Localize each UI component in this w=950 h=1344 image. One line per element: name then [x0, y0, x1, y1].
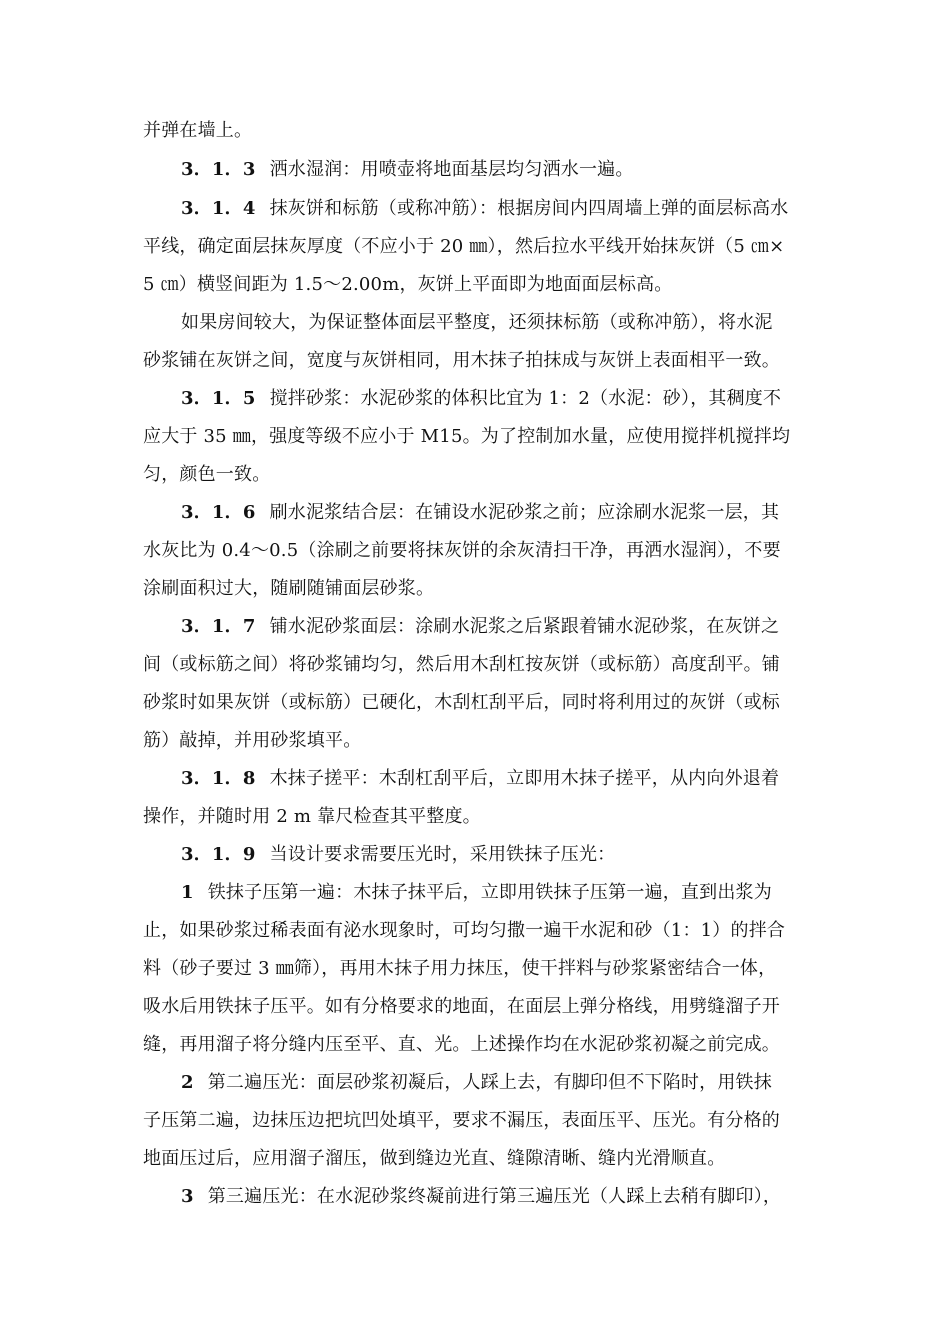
- section-number: 3．1．8: [181, 768, 256, 789]
- section-heading-3-1-3: 3．1．3 洒水湿润：用喷壶将地面基层均匀洒水一遍。: [181, 159, 634, 180]
- section-heading-3-1-7: 3．1．7 铺水泥砂浆面层：涂刷水泥浆之后紧跟着铺水泥砂浆，在灰饼之: [181, 616, 780, 637]
- text-line: 并弹在墙上。: [143, 120, 253, 141]
- text-line: 地面压过后，应用溜子溜压，做到缝边光直、缝隙清晰、缝内光滑顺直。: [143, 1148, 726, 1169]
- text-line: 砂浆时如果灰饼（或标筋）已硬化，木刮杠刮平后，同时将利用过的灰饼（或标: [143, 692, 780, 713]
- text-line: 应大于 35 ㎜，强度等级不应小于 M15。为了控制加水量，应使用搅拌机搅拌均: [143, 426, 791, 447]
- paragraph-line: 如果房间较大，为保证整体面层平整度，还须抹标筋（或称冲筋），将水泥: [181, 312, 773, 333]
- text-line: 间（或标筋之间）将砂浆铺均匀，然后用木刮杠按灰饼（或标筋）高度刮平。铺: [143, 654, 780, 675]
- section-number: 3．1．7: [181, 616, 256, 637]
- text-line: 操作，并随时用 2 m 靠尺检查其平整度。: [143, 806, 481, 827]
- section-heading-3-1-8: 3．1．8 木抹子搓平：木刮杠刮平后，立即用木抹子搓平，从内向外退着: [181, 768, 780, 789]
- list-number: 1: [181, 882, 194, 903]
- text-line: 涂刷面积过大，随刷随铺面层砂浆。: [143, 578, 435, 599]
- text-line: 筋）敲掉，并用砂浆填平。: [143, 730, 362, 751]
- list-item-2: 2 第二遍压光：面层砂浆初凝后，人踩上去，有脚印但不下陷时，用铁抹: [181, 1072, 772, 1093]
- section-number: 3．1．9: [181, 844, 256, 865]
- section-number: 3．1．4: [181, 198, 256, 219]
- section-number: 3．1．6: [181, 502, 256, 523]
- text-line: 匀，颜色一致。: [143, 464, 271, 485]
- list-number: 3: [181, 1186, 194, 1207]
- section-heading-3-1-9: 3．1．9 当设计要求需要压光时，采用铁抹子压光：: [181, 844, 616, 865]
- text-line: 缝，再用溜子将分缝内压至平、直、光。上述操作均在水泥砂浆初凝之前完成。: [143, 1034, 780, 1055]
- section-number: 3．1．5: [181, 388, 256, 409]
- text-line: 吸水后用铁抹子压平。如有分格要求的地面，在面层上弹分格线，用劈缝溜子开: [143, 996, 780, 1017]
- list-item-1: 1 铁抹子压第一遍：木抹子抹平后，立即用铁抹子压第一遍，直到出浆为: [181, 882, 772, 903]
- text-line: 止，如果砂浆过稀表面有泌水现象时，可均匀撒一遍干水泥和砂（1：1）的拌合: [143, 920, 786, 941]
- section-heading-3-1-6: 3．1．6 刷水泥浆结合层：在铺设水泥砂浆之前；应涂刷水泥浆一层，其: [181, 502, 780, 523]
- list-item-3: 3 第三遍压光：在水泥砂浆终凝前进行第三遍压光（人踩上去稍有脚印），: [181, 1186, 782, 1207]
- text-line: 料（砂子要过 3 ㎜筛），再用木抹子用力抹压，使干拌料与砂浆紧密结合一体，: [143, 958, 777, 979]
- text-line: 5 ㎝）横竖间距为 1.5～2.00m，灰饼上平面即为地面面层标高。: [143, 274, 673, 295]
- section-heading-3-1-4: 3．1．4 抹灰饼和标筋（或称冲筋）：根据房间内四周墙上弹的面层标高水: [181, 198, 789, 219]
- section-number: 3．1．3: [181, 159, 256, 180]
- text-line: 水灰比为 0.4～0.5（涂刷之前要将抹灰饼的余灰清扫干净，再洒水湿润），不要: [143, 540, 781, 561]
- list-number: 2: [181, 1072, 194, 1093]
- text-line: 平线，确定面层抹灰厚度（不应小于 20 ㎜），然后拉水平线开始抹灰饼（5 ㎝×: [143, 236, 785, 257]
- section-heading-3-1-5: 3．1．5 搅拌砂浆：水泥砂浆的体积比宜为 1：2（水泥：砂），其稠度不: [181, 388, 782, 409]
- text-line: 子压第二遍，边抹压边把坑凹处填平，要求不漏压，表面压平、压光。有分格的: [143, 1110, 780, 1131]
- text-line: 砂浆铺在灰饼之间，宽度与灰饼相同，用木抹子拍抹成与灰饼上表面相平一致。: [143, 350, 780, 371]
